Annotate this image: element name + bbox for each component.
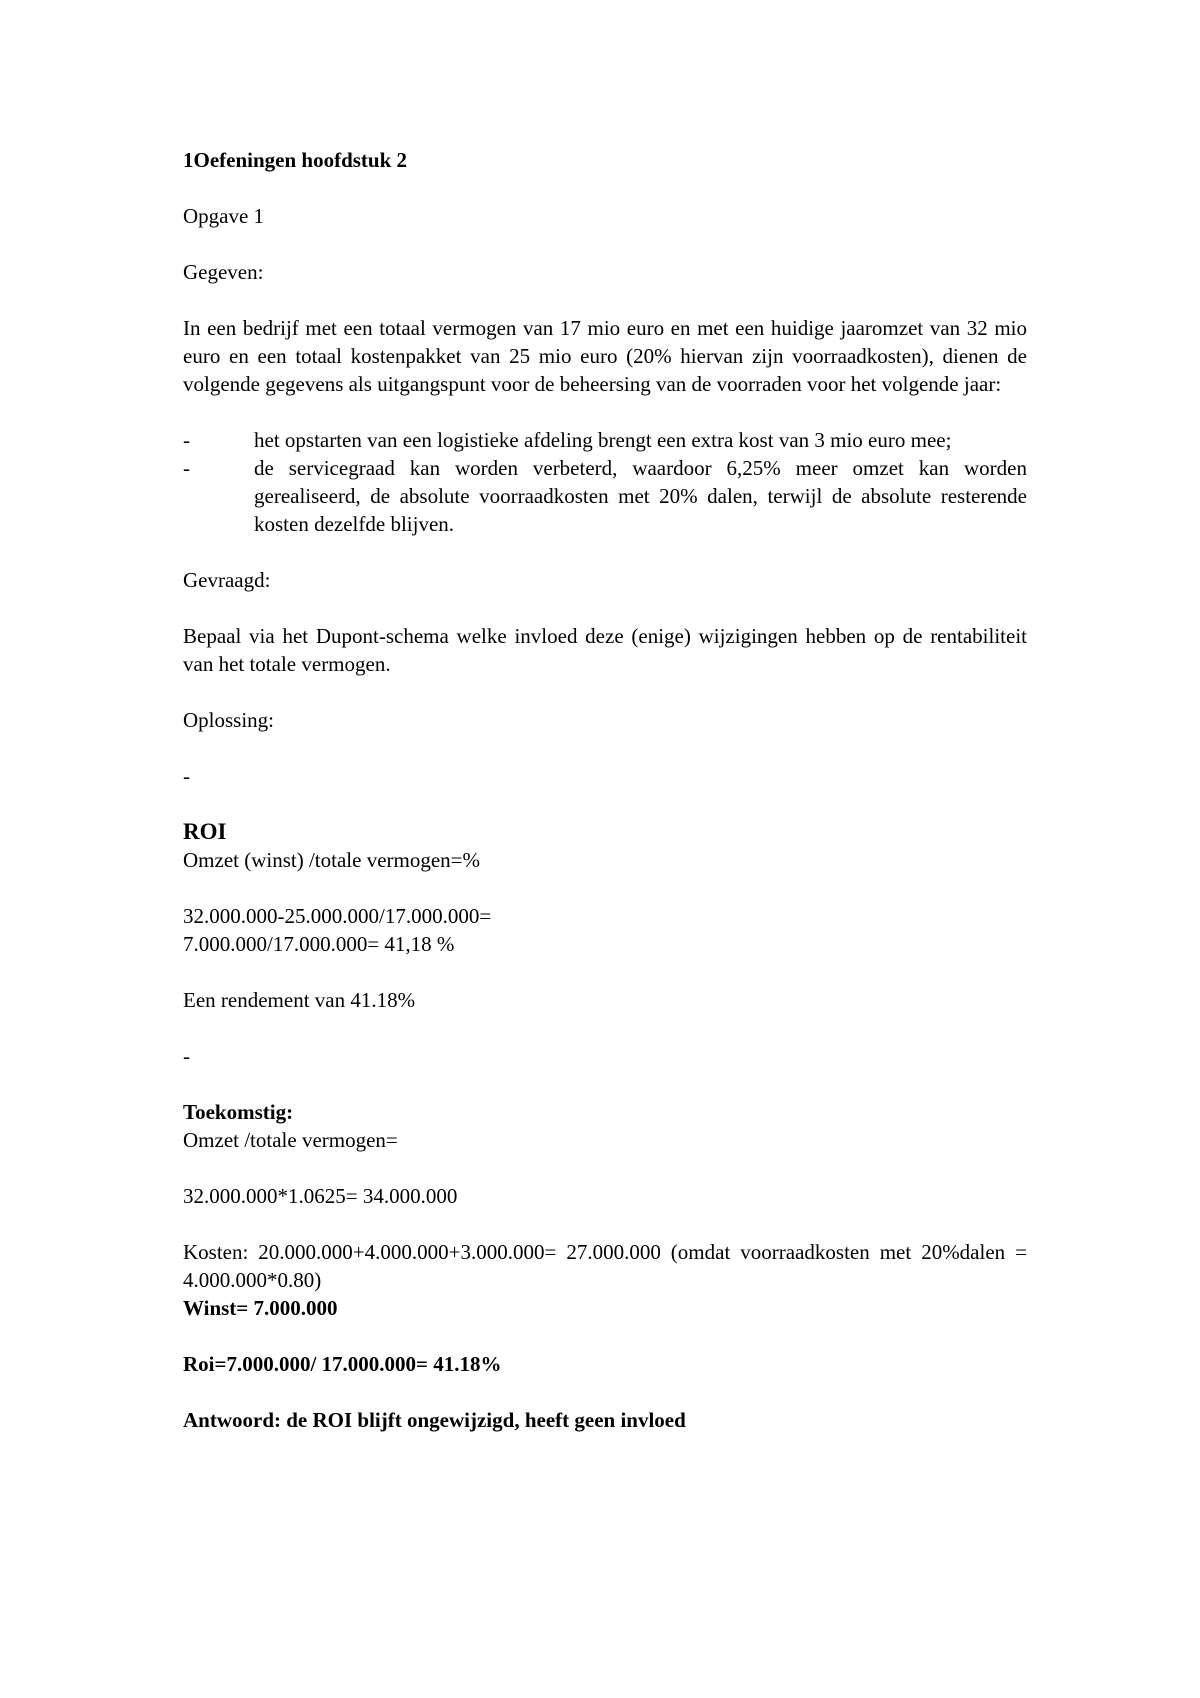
opgave-label: Opgave 1 [183,204,265,228]
oplossing-label: Oplossing: [183,708,275,732]
roi-calc-line-2: 7.000.000/17.000.000= 41,18 % [183,932,455,956]
gevraagd-label: Gevraagd: [183,568,271,592]
bullet-dash: - [183,428,190,452]
toekomstig-formula: Omzet /totale vermogen= [183,1128,398,1152]
bullet-list [183,426,1027,538]
omzet-calculation: 32.000.000*1.0625= 34.000.000 [183,1184,458,1208]
section-dash: - [183,764,190,788]
document-title: 1Oefeningen hoofdstuk 2 [183,148,408,172]
gegeven-label: Gegeven: [183,260,264,284]
roi-future-line: Roi=7.000.000/ 17.000.000= 41.18% [183,1352,502,1376]
list-item [183,454,1027,538]
roi-calc-line-1: 32.000.000-25.000.000/17.000.000= [183,904,492,928]
gevraagd-paragraph: Bepaal via het Dupont-schema welke invloed deze (enige) wijzigingen hebben op de rentabiliteit van het totale vermogen. [183,624,1027,676]
roi-result: Een rendement van 41.18% [183,988,416,1012]
antwoord-line: Antwoord: de ROI blijft ongewijzigd, heeft geen invloed [183,1408,686,1432]
roi-heading: ROI [183,819,227,844]
document-content [183,146,1027,1434]
bullet-dash: - [183,456,190,480]
list-item [183,426,1027,454]
section-dash: - [183,1044,190,1068]
intro-paragraph: In een bedrijf met een totaal vermogen van 17 mio euro en met een huidige jaaromzet van 32 mio euro en een totaal kostenpakket van 25 mio euro (20% hiervan zijn voorraadkosten), dienen de volgende gegevens als uitgangspunt voor de beheersing van de voorraden voor het volgende jaar: [183,316,1027,396]
kosten-calculation: Kosten: 20.000.000+4.000.000+3.000.000= 27.000.000 (omdat voorraadkosten met 20%dalen = 4.000.000*0.80) [183,1240,1027,1292]
bullet-text: de servicegraad kan worden verbeterd, waardoor 6,25% meer omzet kan worden gerealiseerd, de absolute voorraadkosten met 20% dalen, terwijl de absolute resterende kosten dezelfde blijven. [254,456,1027,536]
bullet-text: het opstarten van een logistieke afdeling brengt een extra kost van 3 mio euro mee; [254,428,952,452]
roi-formula: Omzet (winst) /totale vermogen=% [183,848,481,872]
winst-line: Winst= 7.000.000 [183,1296,338,1320]
toekomstig-heading: Toekomstig: [183,1100,294,1124]
